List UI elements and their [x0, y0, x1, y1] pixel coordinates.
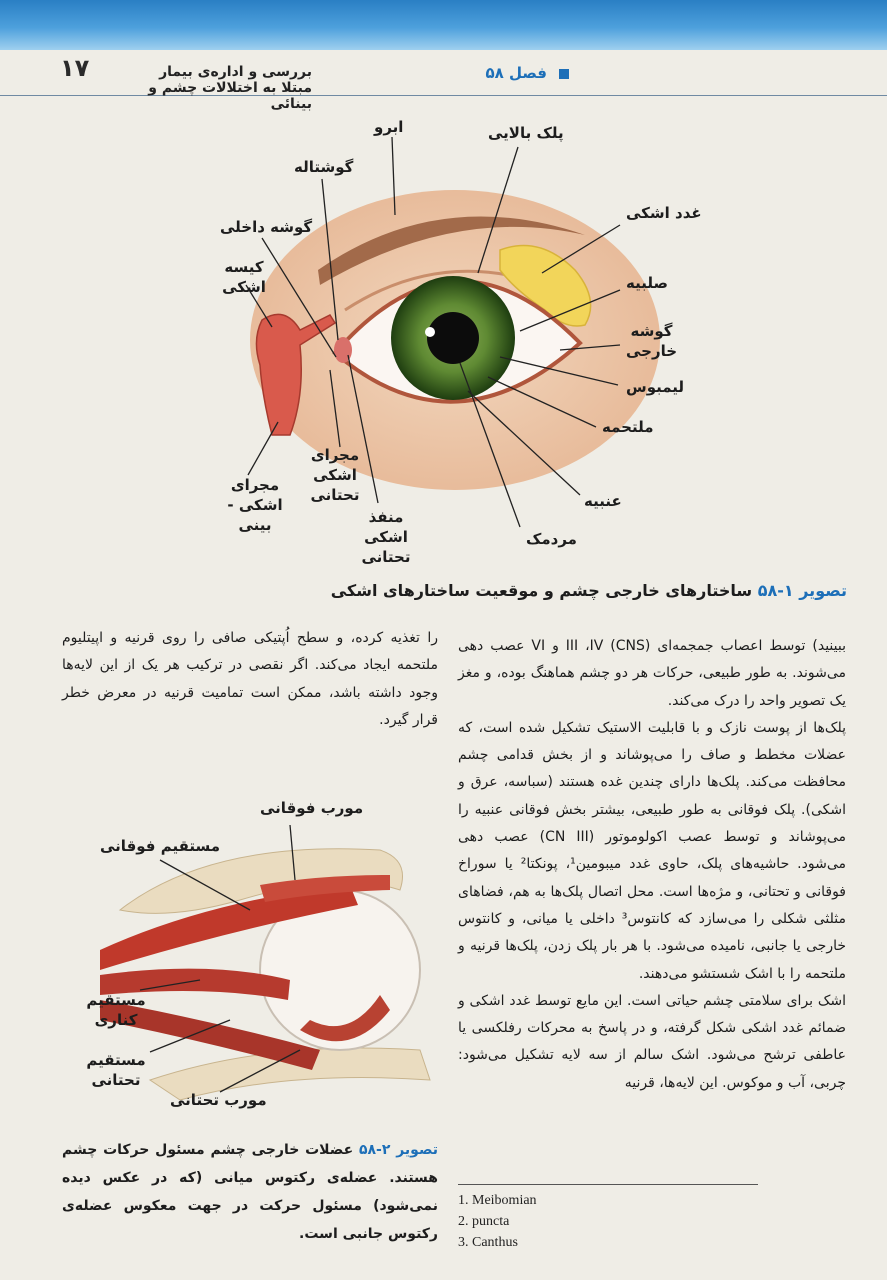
label-superior-oblique: مورب فوقانی [260, 799, 364, 817]
label-pupil: مردمک [526, 530, 577, 548]
right-column-text [458, 633, 846, 1097]
paragraph: ببینید) توسط اعصاب جمجمه‌ای (CNS) III ،IV و VI عصب دهی می‌شوند. به طور طبیعی، حرکات هر دو چشم هماهنگ بوده، و مغز یک تصویر واحد را درک می‌کند. [458, 638, 846, 709]
eye-illustration [0, 95, 887, 585]
figure1-caption [331, 581, 847, 600]
page-top-band [0, 0, 887, 50]
label-lacrimal-gland: غدد اشکی [626, 204, 702, 222]
label-caruncle: گوشتاله [294, 158, 354, 176]
label-upper-eyelid: پلک بالایی [488, 124, 564, 142]
footnote: 1. Meibomian [458, 1193, 537, 1208]
footnotes [458, 1190, 537, 1253]
paragraph: اشک برای سلامتی چشم حیاتی است. این مایع توسط غدد اشکی و ضمائم غدد اشکی شکل گرفته، و در پاسخ به محرکات رفلکسی یا عاطفی ترشح می‌شود. اشک سالم از سه لایه تشکیل می‌شود: چربی، آب و موکوس. این لایه‌ها، قرنیه [458, 992, 846, 1091]
left-column-text [62, 625, 438, 734]
label-nasolacrimal-duct: مجرای اشکی - بینی [227, 476, 283, 534]
pupil-shape [427, 312, 479, 364]
figure1-caption-text: ساختارهای خارجی چشم و موقعیت ساختارهای اشکی [330, 581, 753, 600]
figure2-caption-number: تصویر ۲-۵۸ [358, 1142, 438, 1158]
paragraph: پلک‌ها از پوست نازک و با قابلیت الاستیک تشکیل شده است، که عضلات مخطط و صاف را می‌پوشاند و از بخش قدامی چشم محافظت می‌کند. پلک‌ها دارای چندین غده هستند (سباسه، عرق و اشکی). پلک فوقانی به طور طبیعی، بیشتر بخش فوقانی عنبیه را می‌پوشاند و توسط عصب اکولوموتور (CN III) عصب دهی می‌شود. حاشیه‌های پلک، حاوی غدد میبومین¹، پونکتا² یا سوراخ فوقانی و تحتانی، و مژه‌ها است. محل اتصال پلک‌ها به هم، فضاهای مثلثی شکلی را می‌سازد که کانتوس³ داخلی یا میانی، و کانتوس خارجی یا جانبی، نامیده می‌شود. با هر بار پلک زدن، پلک‌ها قرنیه و ملتحمه را با اشک شستشو می‌دهند. [458, 719, 847, 982]
footnote-divider [458, 1184, 758, 1185]
label-outer-canthus: گوشه خارجی [625, 322, 678, 360]
label-iris: عنبیه [584, 492, 622, 510]
figure-extraocular-muscles [86, 780, 450, 1130]
footnote: 3. Canthus [458, 1235, 518, 1250]
label-sclera: صلبیه [626, 274, 668, 292]
label-inferior-rectus: مستقیم تحتانی [86, 1051, 146, 1089]
label-limbus: لیمبوس [626, 378, 685, 396]
label-inferior-oblique: مورب تحتانی [170, 1091, 267, 1109]
figure2-caption-text: عضلات خارجی چشم مسئول حرکات چشم هستند. عضله‌ی رکتوس میانی (که در عکس دیده نمی‌شود) مسئول حرکت در جهت معکوس عضله‌ی رکتوس جانبی است. [62, 1142, 438, 1242]
label-lacrimal-sac: کیسه اشکی [222, 258, 266, 296]
page-number: ۱۷ [60, 54, 90, 82]
chapter-square-icon [559, 69, 569, 79]
label-superior-rectus: مستقیم فوقانی [100, 837, 221, 855]
chapter-label: فصل ۵۸ [485, 64, 547, 82]
label-inferior-canaliculus: مجرای اشکی تحتانی [310, 446, 360, 504]
page-header [0, 50, 887, 112]
label-lateral-rectus: مستقیم کناری [86, 991, 146, 1029]
running-title: بررسی و اداره‌ی بیمار مبتلا به اختلالات چشم و بینائی [148, 64, 312, 112]
label-inferior-punctum: منفذ اشکی تحتانی [361, 508, 411, 566]
footnote: 2. puncta [458, 1214, 510, 1229]
figure-external-eye [0, 95, 887, 585]
figure2-caption [62, 1136, 438, 1248]
label-eyebrow: ابرو [374, 118, 404, 136]
label-conjunctiva: ملتحمه [602, 418, 654, 436]
paragraph: را تغذیه کرده، و سطح اُپتیکی صافی را روی قرنیه و اپیتلیوم ملتحمه ایجاد می‌کند. اگر نقصی در ترکیب هر یک از این لایه‌ها وجود داشته باشد، ممکن است تمامیت قرنیه در معرض خطر قرار گیرد. [62, 630, 438, 728]
label-inner-canthus: گوشه داخلی [220, 218, 313, 236]
figure1-caption-number: تصویر ۱-۵۸ [757, 581, 847, 600]
